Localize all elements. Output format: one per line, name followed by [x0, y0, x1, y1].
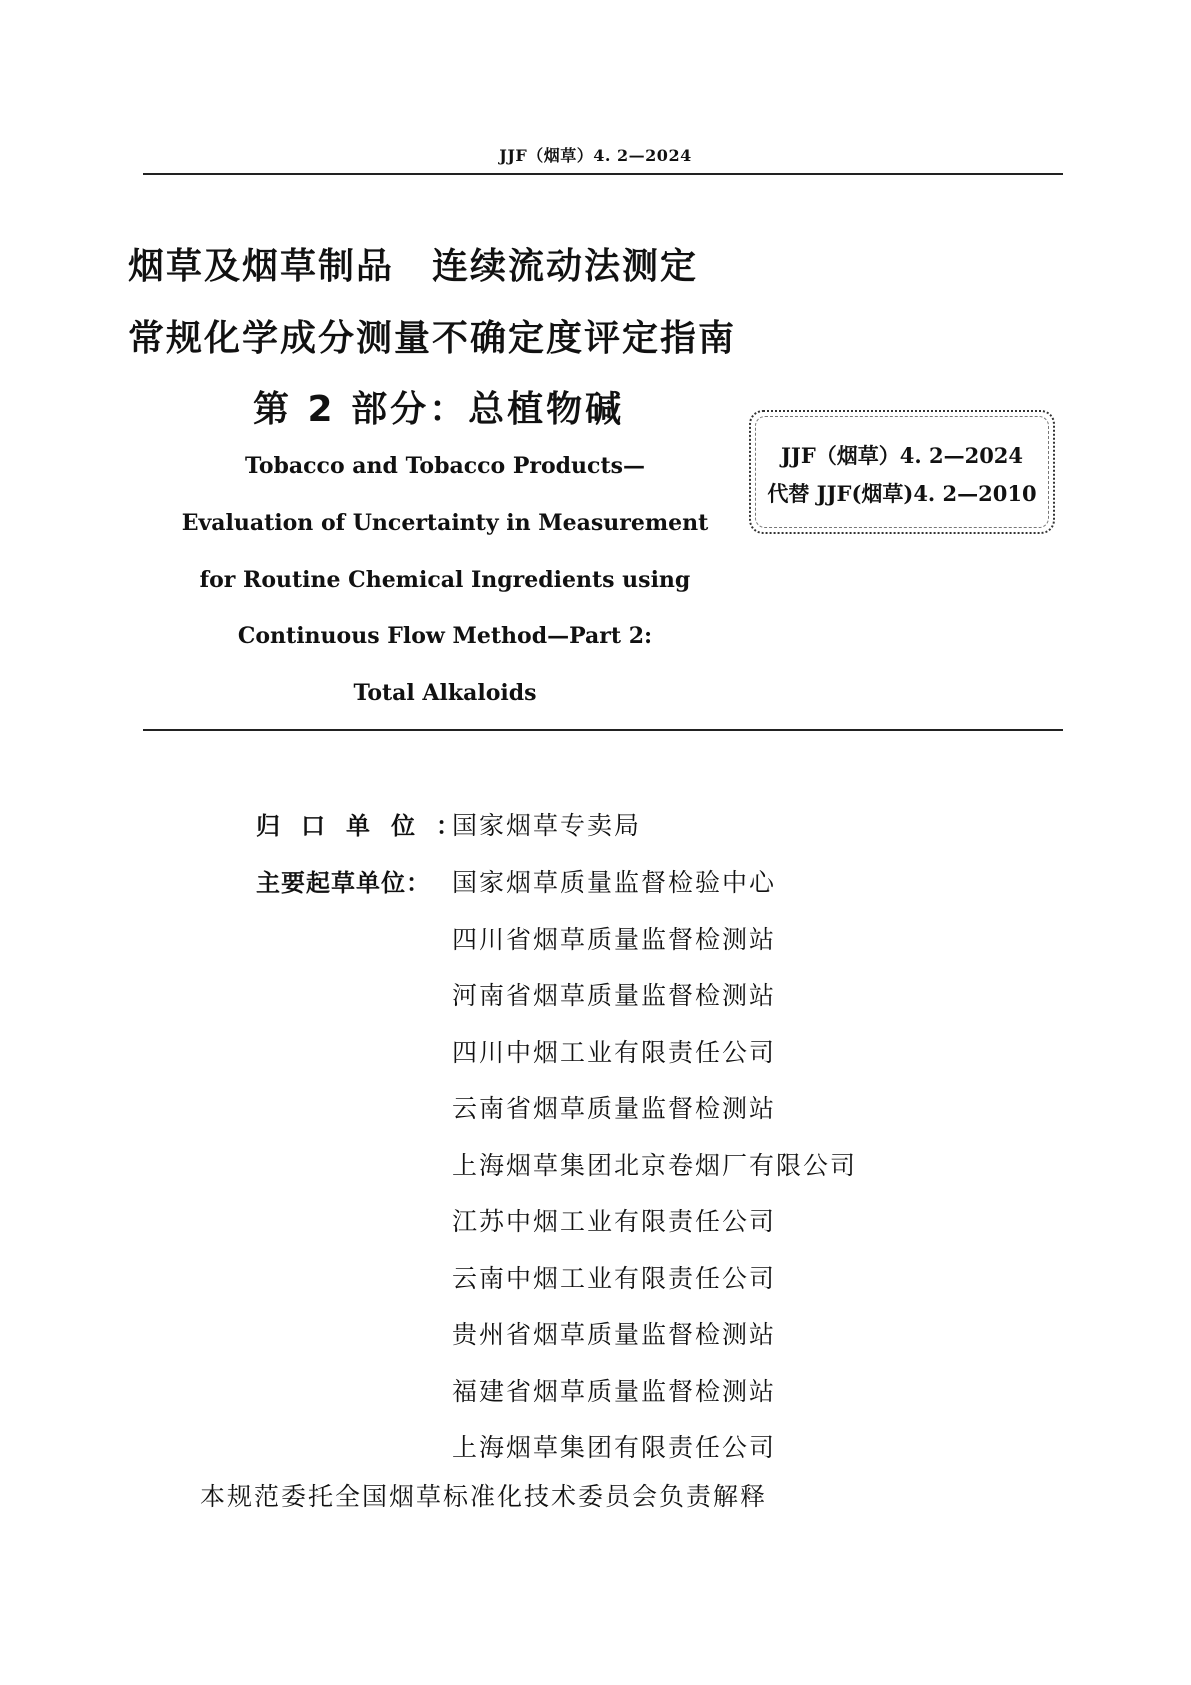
running-header-code: JJF（烟草）4. 2—2024 — [499, 146, 692, 165]
title-divider-rule — [143, 729, 1063, 731]
replaces-code: 代替 JJF(烟草)4. 2—2010 — [767, 481, 1037, 506]
title-en-line-3: for Routine Chemical Ingredients using — [199, 567, 691, 593]
drafting-units-label: 主要起草单位： — [256, 869, 431, 897]
title-cn-line-2: 常规化学成分测量不确定度评定指南 — [128, 318, 737, 359]
standard-code-box — [749, 410, 1055, 534]
header-rule — [143, 173, 1063, 175]
title-en-line-5: Total Alkaloids — [353, 680, 537, 706]
drafting-unit-item: 福建省烟草质量监督检测站 — [452, 1376, 777, 1406]
responsible-unit-value: 国家烟草专卖局 — [452, 811, 642, 840]
drafting-units-list — [452, 863, 857, 1485]
drafting-unit-item: 上海烟草集团北京卷烟厂有限公司 — [452, 1150, 858, 1180]
drafting-unit-item: 上海烟草集团有限责任公司 — [452, 1433, 777, 1462]
responsible-unit-label: 归口单位： — [256, 812, 481, 840]
drafting-unit-item: 国家烟草质量监督检验中心 — [452, 868, 777, 897]
drafting-unit-item: 江苏中烟工业有限责任公司 — [452, 1207, 777, 1236]
title-en-line-2: Evaluation of Uncertainty in Measurement — [181, 510, 709, 536]
title-en-line-4: Continuous Flow Method—Part 2: — [237, 623, 653, 649]
drafting-unit-item: 贵州省烟草质量监督检测站 — [452, 1320, 777, 1349]
title-en-line-1: Tobacco and Tobacco Products— — [245, 453, 645, 479]
drafting-unit-item: 四川省烟草质量监督检测站 — [452, 924, 777, 954]
title-cn-line-1: 烟草及烟草制品 连续流动法测定 — [128, 246, 699, 287]
drafting-unit-item: 四川中烟工业有限责任公司 — [452, 1037, 777, 1067]
drafting-unit-item: 河南省烟草质量监督检测站 — [452, 981, 777, 1010]
standard-code: JJF（烟草）4. 2—2024 — [780, 443, 1024, 468]
title-cn-part: 第 2 部分：总植物碱 — [253, 389, 625, 430]
interpretation-note: 本规范委托全国烟草标准化技术委员会负责解释 — [200, 1482, 768, 1511]
drafting-unit-item: 云南中烟工业有限责任公司 — [452, 1263, 777, 1293]
drafting-unit-item: 云南省烟草质量监督检测站 — [452, 1094, 777, 1123]
